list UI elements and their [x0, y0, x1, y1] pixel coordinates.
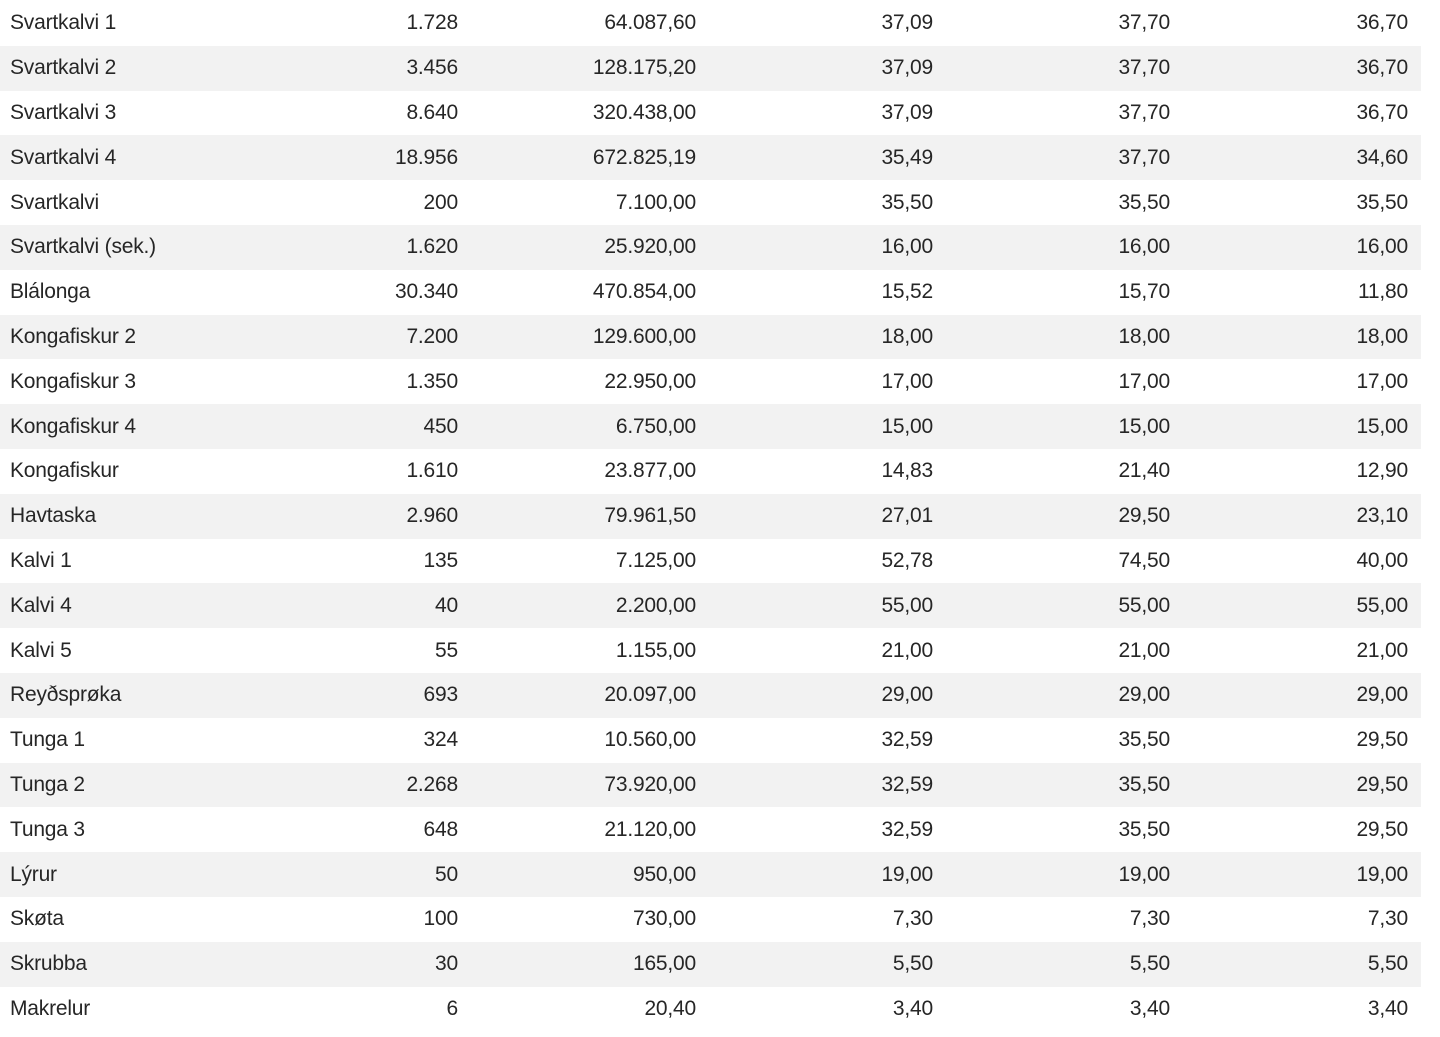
table-row — [0, 91, 1421, 136]
quantity-cell: 55 — [435, 638, 458, 662]
low-price-cell: 21,00 — [1356, 638, 1408, 662]
high-price-cell: 15,70 — [1118, 280, 1170, 304]
low-price-cell: 29,50 — [1356, 817, 1408, 841]
total-value-cell: 20,40 — [644, 996, 696, 1020]
total-value-cell: 79.961,50 — [604, 504, 696, 528]
quantity-cell: 8.640 — [406, 100, 458, 124]
average-price-cell: 27,01 — [881, 504, 933, 528]
average-price-cell: 52,78 — [881, 548, 933, 572]
quantity-cell: 135 — [423, 548, 458, 572]
low-price-cell: 36,70 — [1356, 56, 1408, 80]
table-row — [0, 807, 1421, 852]
average-price-cell: 17,00 — [881, 369, 933, 393]
table-row — [0, 673, 1421, 718]
total-value-cell: 64.087,60 — [604, 11, 696, 35]
quantity-cell: 30 — [435, 952, 458, 976]
low-price-cell: 3,40 — [1367, 996, 1408, 1020]
total-value-cell: 73.920,00 — [604, 772, 696, 796]
species-name-cell: Kongafiskur 2 — [10, 324, 136, 348]
species-name-cell: Kalvi 4 — [10, 593, 72, 617]
average-price-cell: 21,00 — [881, 638, 933, 662]
high-price-cell: 21,40 — [1118, 459, 1170, 483]
table-row — [0, 539, 1421, 584]
table-row — [0, 270, 1421, 315]
low-price-cell: 40,00 — [1356, 548, 1408, 572]
high-price-cell: 35,50 — [1118, 817, 1170, 841]
total-value-cell: 25.920,00 — [604, 235, 696, 259]
species-name-cell: Svartkalvi 1 — [10, 11, 117, 35]
table-row — [0, 359, 1421, 404]
low-price-cell: 18,00 — [1356, 324, 1408, 348]
low-price-cell: 35,50 — [1356, 190, 1408, 214]
species-name-cell: Lýrur — [10, 862, 57, 886]
species-name-cell: Skrubba — [10, 952, 87, 976]
table-row — [0, 1, 1421, 46]
average-price-cell: 16,00 — [881, 235, 933, 259]
low-price-cell: 15,00 — [1356, 414, 1408, 438]
quantity-cell: 30.340 — [394, 280, 458, 304]
total-value-cell: 165,00 — [632, 952, 696, 976]
average-price-cell: 5,50 — [892, 952, 933, 976]
low-price-cell: 11,80 — [1358, 280, 1408, 304]
low-price-cell: 29,00 — [1356, 683, 1408, 707]
high-price-cell: 17,00 — [1118, 369, 1170, 393]
high-price-cell: 74,50 — [1118, 548, 1170, 572]
total-value-cell: 672.825,19 — [592, 145, 696, 169]
species-name-cell: Svartkalvi 4 — [10, 145, 117, 169]
species-name-cell: Blálonga — [10, 280, 91, 304]
high-price-cell: 35,50 — [1118, 190, 1170, 214]
low-price-cell: 12,90 — [1356, 459, 1408, 483]
average-price-cell: 37,09 — [881, 11, 933, 35]
quantity-cell: 50 — [435, 862, 458, 886]
table-row — [0, 718, 1421, 763]
table-row — [0, 987, 1421, 1032]
total-value-cell: 7.100,00 — [615, 190, 696, 214]
total-value-cell: 22.950,00 — [604, 369, 696, 393]
average-price-cell: 35,49 — [881, 145, 933, 169]
table-row — [0, 404, 1421, 449]
price-table — [0, 1, 1421, 1031]
low-price-cell: 29,50 — [1356, 772, 1408, 796]
high-price-cell: 7,30 — [1129, 907, 1170, 931]
species-name-cell: Svartkalvi (sek.) — [10, 235, 156, 259]
high-price-cell: 15,00 — [1118, 414, 1170, 438]
average-price-cell: 55,00 — [881, 593, 933, 617]
species-name-cell: Svartkalvi 3 — [10, 100, 117, 124]
high-price-cell: 35,50 — [1118, 728, 1170, 752]
species-name-cell: Tunga 1 — [10, 728, 85, 752]
species-name-cell: Reyðsprøka — [10, 683, 122, 707]
total-value-cell: 320.438,00 — [592, 100, 696, 124]
quantity-cell: 324 — [423, 728, 458, 752]
table-row — [0, 180, 1421, 225]
average-price-cell: 37,09 — [881, 56, 933, 80]
average-price-cell: 35,50 — [881, 190, 933, 214]
species-name-cell: Havtaska — [10, 504, 96, 528]
table-row — [0, 46, 1421, 91]
low-price-cell: 7,30 — [1367, 907, 1408, 931]
quantity-cell: 450 — [423, 414, 458, 438]
table-row — [0, 852, 1421, 897]
species-name-cell: Kongafiskur 3 — [10, 369, 136, 393]
total-value-cell: 7.125,00 — [615, 548, 696, 572]
quantity-cell: 200 — [423, 190, 458, 214]
total-value-cell: 470.854,00 — [592, 280, 696, 304]
high-price-cell: 3,40 — [1129, 996, 1170, 1020]
quantity-cell: 1.610 — [406, 459, 458, 483]
average-price-cell: 32,59 — [881, 817, 933, 841]
species-name-cell: Makrelur — [10, 996, 91, 1020]
high-price-cell: 5,50 — [1129, 952, 1170, 976]
table-row — [0, 628, 1421, 673]
quantity-cell: 3.456 — [406, 56, 458, 80]
high-price-cell: 18,00 — [1118, 324, 1170, 348]
high-price-cell: 55,00 — [1118, 593, 1170, 617]
average-price-cell: 7,30 — [892, 907, 933, 931]
table-row — [0, 763, 1421, 808]
low-price-cell: 5,50 — [1367, 952, 1408, 976]
table-row — [0, 494, 1421, 539]
low-price-cell: 34,60 — [1356, 145, 1408, 169]
table-row — [0, 315, 1421, 360]
high-price-cell: 29,00 — [1118, 683, 1170, 707]
quantity-cell: 2.268 — [406, 772, 458, 796]
total-value-cell: 1.155,00 — [615, 638, 696, 662]
low-price-cell: 36,70 — [1356, 100, 1408, 124]
high-price-cell: 29,50 — [1118, 504, 1170, 528]
species-name-cell: Tunga 3 — [10, 817, 85, 841]
high-price-cell: 35,50 — [1118, 772, 1170, 796]
quantity-cell: 7.200 — [406, 324, 458, 348]
quantity-cell: 1.350 — [406, 369, 458, 393]
total-value-cell: 2.200,00 — [615, 593, 696, 617]
species-name-cell: Kalvi 5 — [10, 638, 72, 662]
total-value-cell: 21.120,00 — [604, 817, 696, 841]
low-price-cell: 16,00 — [1356, 235, 1408, 259]
species-name-cell: Kongafiskur 4 — [10, 414, 136, 438]
quantity-cell: 693 — [423, 683, 458, 707]
average-price-cell: 19,00 — [881, 862, 933, 886]
table-row — [0, 135, 1421, 180]
quantity-cell: 100 — [423, 907, 458, 931]
species-name-cell: Svartkalvi 2 — [10, 56, 117, 80]
high-price-cell: 37,70 — [1118, 56, 1170, 80]
high-price-cell: 16,00 — [1118, 235, 1170, 259]
total-value-cell: 23.877,00 — [604, 459, 696, 483]
average-price-cell: 37,09 — [881, 100, 933, 124]
species-name-cell: Skøta — [10, 907, 64, 931]
quantity-cell: 6 — [446, 996, 458, 1020]
total-value-cell: 730,00 — [632, 907, 696, 931]
quantity-cell: 2.960 — [406, 504, 458, 528]
high-price-cell: 37,70 — [1118, 11, 1170, 35]
average-price-cell: 15,00 — [881, 414, 933, 438]
table-row — [0, 897, 1421, 942]
total-value-cell: 950,00 — [632, 862, 696, 886]
total-value-cell: 129.600,00 — [592, 324, 696, 348]
high-price-cell: 21,00 — [1118, 638, 1170, 662]
high-price-cell: 19,00 — [1118, 862, 1170, 886]
average-price-cell: 3,40 — [892, 996, 933, 1020]
low-price-cell: 19,00 — [1356, 862, 1408, 886]
quantity-cell: 40 — [435, 593, 458, 617]
species-name-cell: Svartkalvi — [10, 190, 100, 214]
average-price-cell: 32,59 — [881, 728, 933, 752]
table-row — [0, 942, 1421, 987]
high-price-cell: 37,70 — [1118, 145, 1170, 169]
table-row — [0, 449, 1421, 494]
table-row — [0, 583, 1421, 628]
total-value-cell: 128.175,20 — [592, 56, 696, 80]
low-price-cell: 29,50 — [1356, 728, 1408, 752]
average-price-cell: 32,59 — [881, 772, 933, 796]
quantity-cell: 648 — [423, 817, 458, 841]
quantity-cell: 1.620 — [406, 235, 458, 259]
species-name-cell: Kongafiskur — [10, 459, 119, 483]
high-price-cell: 37,70 — [1118, 100, 1170, 124]
species-name-cell: Tunga 2 — [10, 772, 85, 796]
total-value-cell: 20.097,00 — [604, 683, 696, 707]
quantity-cell: 1.728 — [406, 11, 458, 35]
quantity-cell: 18.956 — [394, 145, 458, 169]
table-row — [0, 225, 1421, 270]
average-price-cell: 15,52 — [881, 280, 933, 304]
average-price-cell: 29,00 — [881, 683, 933, 707]
species-name-cell: Kalvi 1 — [10, 548, 72, 572]
low-price-cell: 23,10 — [1356, 504, 1408, 528]
total-value-cell: 10.560,00 — [604, 728, 696, 752]
low-price-cell: 36,70 — [1356, 11, 1408, 35]
average-price-cell: 14,83 — [881, 459, 933, 483]
average-price-cell: 18,00 — [881, 324, 933, 348]
low-price-cell: 55,00 — [1356, 593, 1408, 617]
total-value-cell: 6.750,00 — [615, 414, 696, 438]
low-price-cell: 17,00 — [1356, 369, 1408, 393]
